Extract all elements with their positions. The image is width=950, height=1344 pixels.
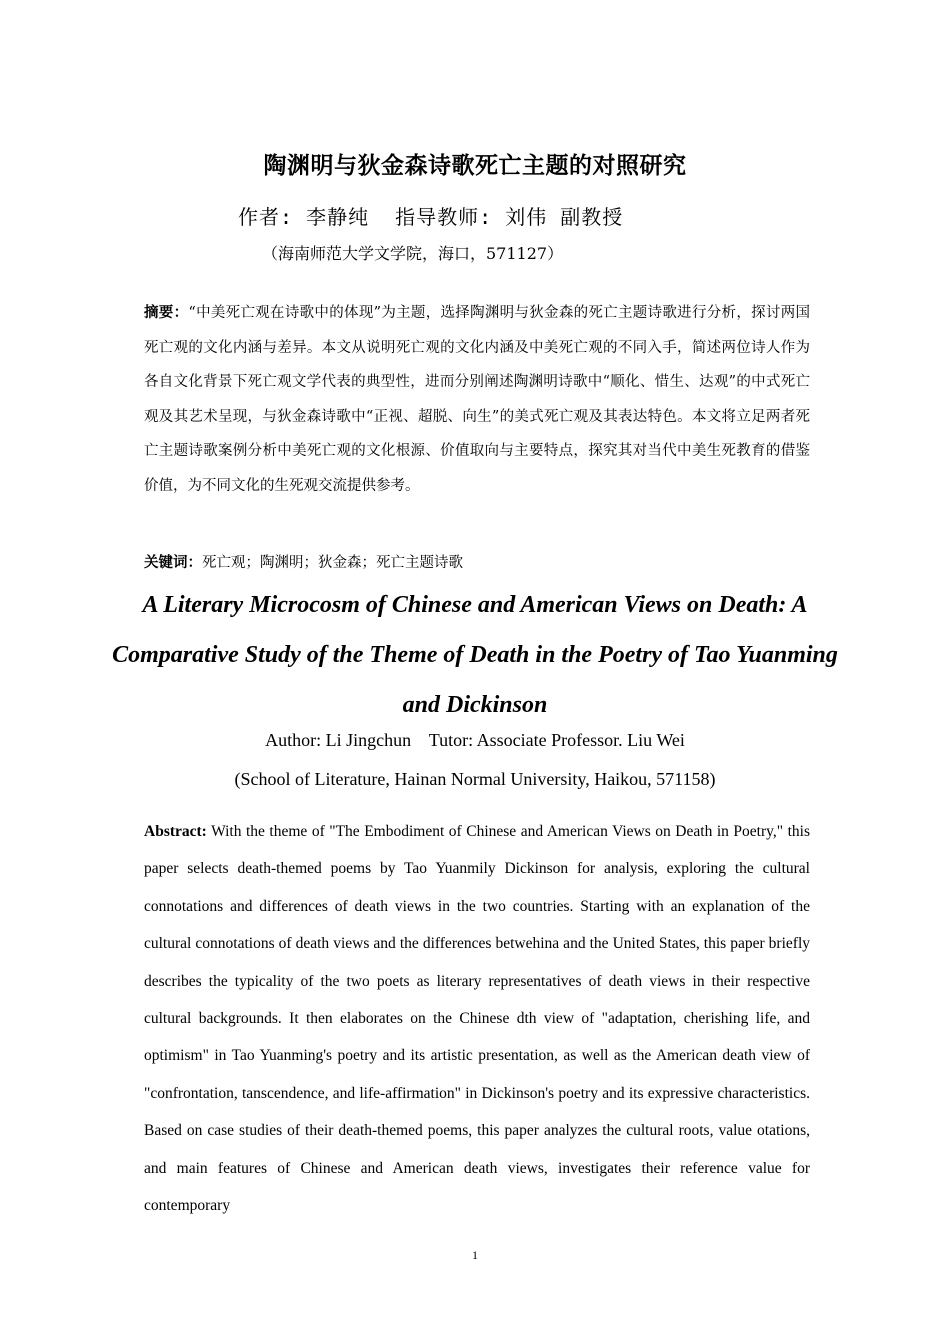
page-number: 1 [472,1248,478,1262]
chinese-keywords-label: 关键词： [144,555,202,571]
english-abstract [144,813,810,1224]
english-author-line: Author: Li Jingchun Tutor: Associate Professor. Liu Wei [265,730,685,750]
chinese-abstract [144,296,810,503]
english-abstract-text: With the theme of "The Embodiment of Chinese and American Views on Death in Poetry," this paper selects death-themed poems by Tao Yuanmily Dickinson for analysis, exploring the cultural connotations and differences of death views in the two countries. Starting with an explanation of the cultural connotations of death views and the differences betwehina and the United States, this paper briefly describes the typicality of the two poets as literary representatives of death views in their respective cultural backgrounds. It then elaborates on the Chinese dth view of "adaptation, cherishing life, and optimism" in Tao Yuanming's poetry and its artistic presentation, as well as the American death view of "confrontation, tanscendence, and life-affirmation" in Dickinson's poetry and its expressive characteristics. Based on case studies of their death-themed poems, this paper analyzes the cultural roots, value otations, and main features of Chinese and American death views, investigates their reference value for contemporary [144,823,810,1215]
chinese-abstract-label: 摘要： [144,305,189,321]
chinese-author-line: 作者: 李静纯 指导教师: 刘伟 副教授 [238,205,624,229]
chinese-keywords-text: 死亡观；陶渊明；狄金森；死亡主题诗歌 [202,555,463,571]
chinese-affiliation: （海南师范大学文学院，海口，571127） [262,244,564,263]
english-title: A Literary Microcosm of Chinese and American Views on Death: A Comparative Study of the Theme of Death in the Poetry of Tao Yuanming and Dickinson [112,592,838,718]
chinese-abstract-text: “中美死亡观在诗歌中的体现”为主题，选择陶渊明与狄金森的死亡主题诗歌进行分析，探讨两国死亡观的文化内涵与差异。本文从说明死亡观的文化内涵及中美死亡观的不同入手，简述两位诗人作为各自文化背景下死亡观文学代表的典型性，进而分别阐述陶渊明诗歌中“顺化、惜生、达观”的中式死亡观及其艺术呈现，与狄金森诗歌中“正视、超脱、向生”的美式死亡观及其表达特色。本文将立足两者死亡主题诗歌案例分析中美死亡观的文化根源、价值取向与主要特点，探究其对当代中美生死教育的借鉴价值，为不同文化的生死观交流提供参考。 [144,305,811,494]
chinese-title: 陶渊明与狄金森诗歌死亡主题的对照研究 [263,153,687,179]
chinese-keywords [144,550,810,576]
english-abstract-label: Abstract: [144,823,207,840]
english-affiliation: (School of Literature, Hainan Normal University, Haikou, 571158) [234,769,716,789]
